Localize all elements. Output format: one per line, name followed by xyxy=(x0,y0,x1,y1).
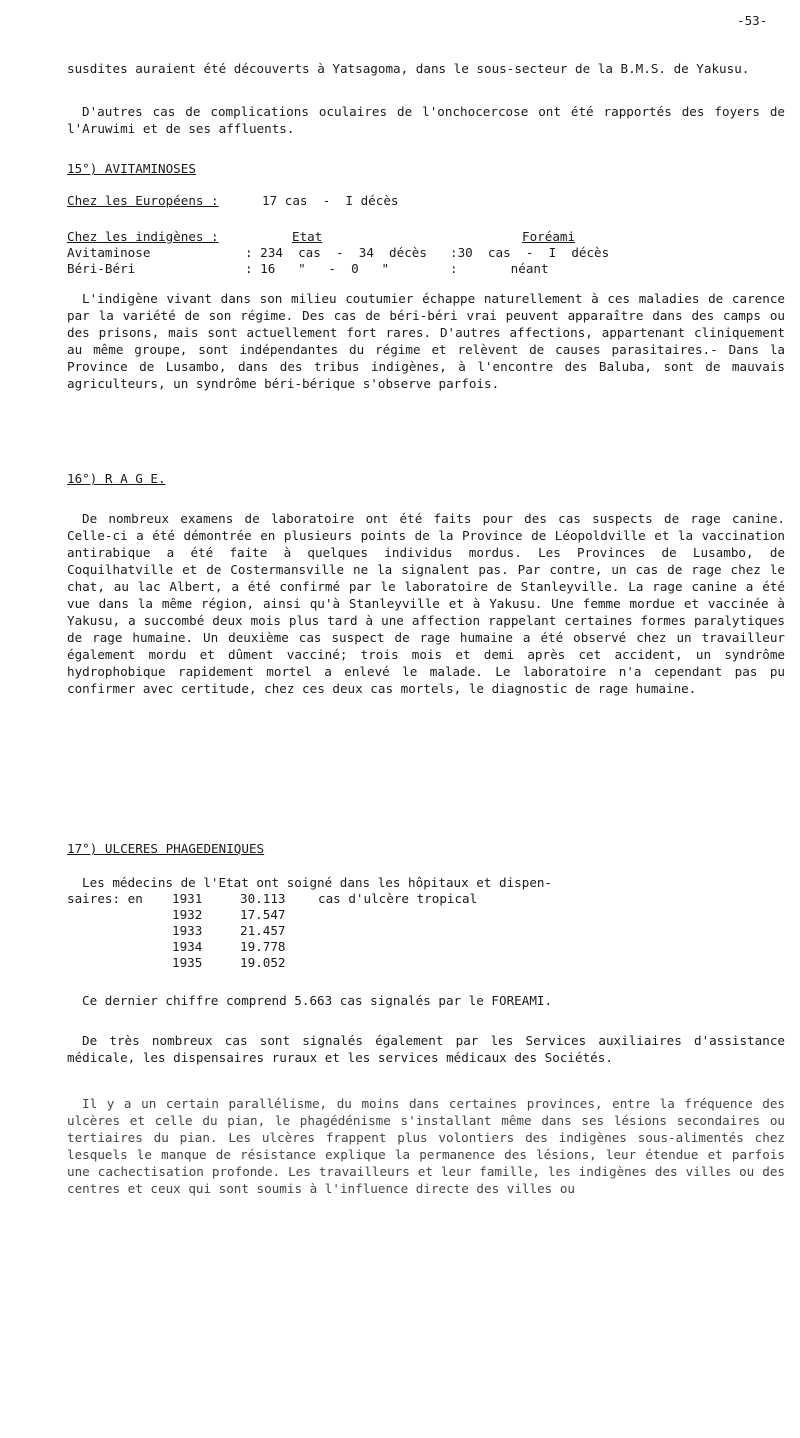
europeans-value: 17 cas - I décès xyxy=(262,193,399,208)
intro-paragraph-1: susdites auraient été découverts à Yatsagoma, dans le sous-secteur de la B.M.S. de Yakusu. xyxy=(67,61,750,76)
page-number: -53- xyxy=(737,13,768,28)
year-1933: 1933 xyxy=(172,923,203,938)
value-1931: 30.113 xyxy=(240,891,286,906)
section-17-heading: 17°) ULCERES PHAGEDENIQUES xyxy=(67,841,265,856)
intro-paragraph-2: D'autres cas de complications oculaires de l'onchocercose ont été rapportés des foyers de l'Aruwimi et de ses affluents. xyxy=(67,104,785,136)
section-17-intro-line-2-label: saires: en xyxy=(67,891,143,906)
value-1932: 17.547 xyxy=(240,907,286,922)
row-avitaminose-etat: : 234 cas - 34 décès xyxy=(245,245,427,260)
section-17-auxiliary-paragraph: De très nombreux cas sont signalés également par les Services auxiliaires d'assistance médicale, les dispensaires ruraux et les services médicaux des Sociétés. xyxy=(67,1033,785,1065)
year-1932: 1932 xyxy=(172,907,203,922)
row-beriberi-foreami: : néant xyxy=(450,261,549,276)
year-1935: 1935 xyxy=(172,955,203,970)
europeans-label: Chez les Européens : xyxy=(67,193,219,208)
value-1934: 19.778 xyxy=(240,939,286,954)
row-beriberi-etat: : 16 " - 0 " xyxy=(245,261,390,276)
column-etat: Etat xyxy=(292,229,323,244)
section-17-foreami-paragraph: Ce dernier chiffre comprend 5.663 cas signalés par le FOREAMI. xyxy=(82,993,553,1008)
value-1933: 21.457 xyxy=(240,923,286,938)
section-15-heading: 15°) AVITAMINOSES xyxy=(67,161,196,176)
first-suffix: cas d'ulcère tropical xyxy=(318,891,478,906)
row-avitaminose-foreami: :30 cas - I décès xyxy=(450,245,610,260)
row-beriberi-name: Béri-Béri xyxy=(67,261,136,276)
section-17-intro-line-1: Les médecins de l'Etat ont soigné dans les hôpitaux et dispen- xyxy=(82,875,553,890)
section-17-last-paragraph: Il y a un certain parallélisme, du moins dans certaines provinces, entre la fréquence des ulcères et celle du pian, le phagédénisme s'installant même dans ses lésions secondaires ou tertiaires du pian. Les ulcères frappent plus volontiers des indigènes sous-alimentés chez lesquels le manque de résistance explique la permanence des lésions, leur étendue et parfois une cachectisation profonde. Les travailleurs et leur famille, les indigènes des villes ou des centres et ceux qui sont soumis à l'influence directe des villes ou xyxy=(67,1096,785,1196)
section-16-heading: 16°) R A G E. xyxy=(67,471,166,486)
column-foreami: Foréami xyxy=(522,229,576,244)
year-1931: 1931 xyxy=(172,891,203,906)
section-16-paragraph: De nombreux examens de laboratoire ont été faits pour des cas suspects de rage canine. Celle-ci a été démontrée en plusieurs points de la Province de Léopoldville et la vaccination antirabique a été faite à quelques individus mordus. Les Provinces de Lusambo, de Coquilhatville et de Costermansville ne la signalent pas. Par contre, un cas de rage chez le chat, au lac Albert, a été confirmé par le laboratoire de Stanleyville. La rage canine a été vue dans la même région, ainsi qu'à Stanleyville et à Yakusu. Une femme mordue et vaccinée à Yakusu, a succombé deux mois plus tard à une affection rappelant certaines formes paralytiques de rage humaine. Un deuxième cas suspect de rage humaine a été observé chez un travailleur également mordu et dûment vacciné; trois mois et demi après cet accident, un syndrôme hydrophobique rapidement mortel a enlevé le malade. Le laboratoire n'a cependant pas pu confirmer avec certitude, chez ces deux cas mortels, le diagnostic de rage humaine. xyxy=(67,511,785,696)
row-avitaminose-name: Avitaminose xyxy=(67,245,151,260)
value-1935: 19.052 xyxy=(240,955,286,970)
year-1934: 1934 xyxy=(172,939,203,954)
natives-label: Chez les indigènes : xyxy=(67,229,219,244)
section-15-paragraph: L'indigène vivant dans son milieu coutumier échappe naturellement à ces maladies de carence par la variété de son régime. Des cas de béri-béri vrai peuvent apparaître dans des camps ou des prisons, mais sont actuellement fort rares. D'autres affections, appartenant cliniquement au même groupe, sont indépendantes du régime et relèvent de causes parasitaires.- Dans la Province de Lusambo, dans des tribus indigènes, à l'encontre des Baluba, sont de mauvais agriculteurs, un syndrôme béri-bérique s'observe parfois. xyxy=(67,291,785,391)
